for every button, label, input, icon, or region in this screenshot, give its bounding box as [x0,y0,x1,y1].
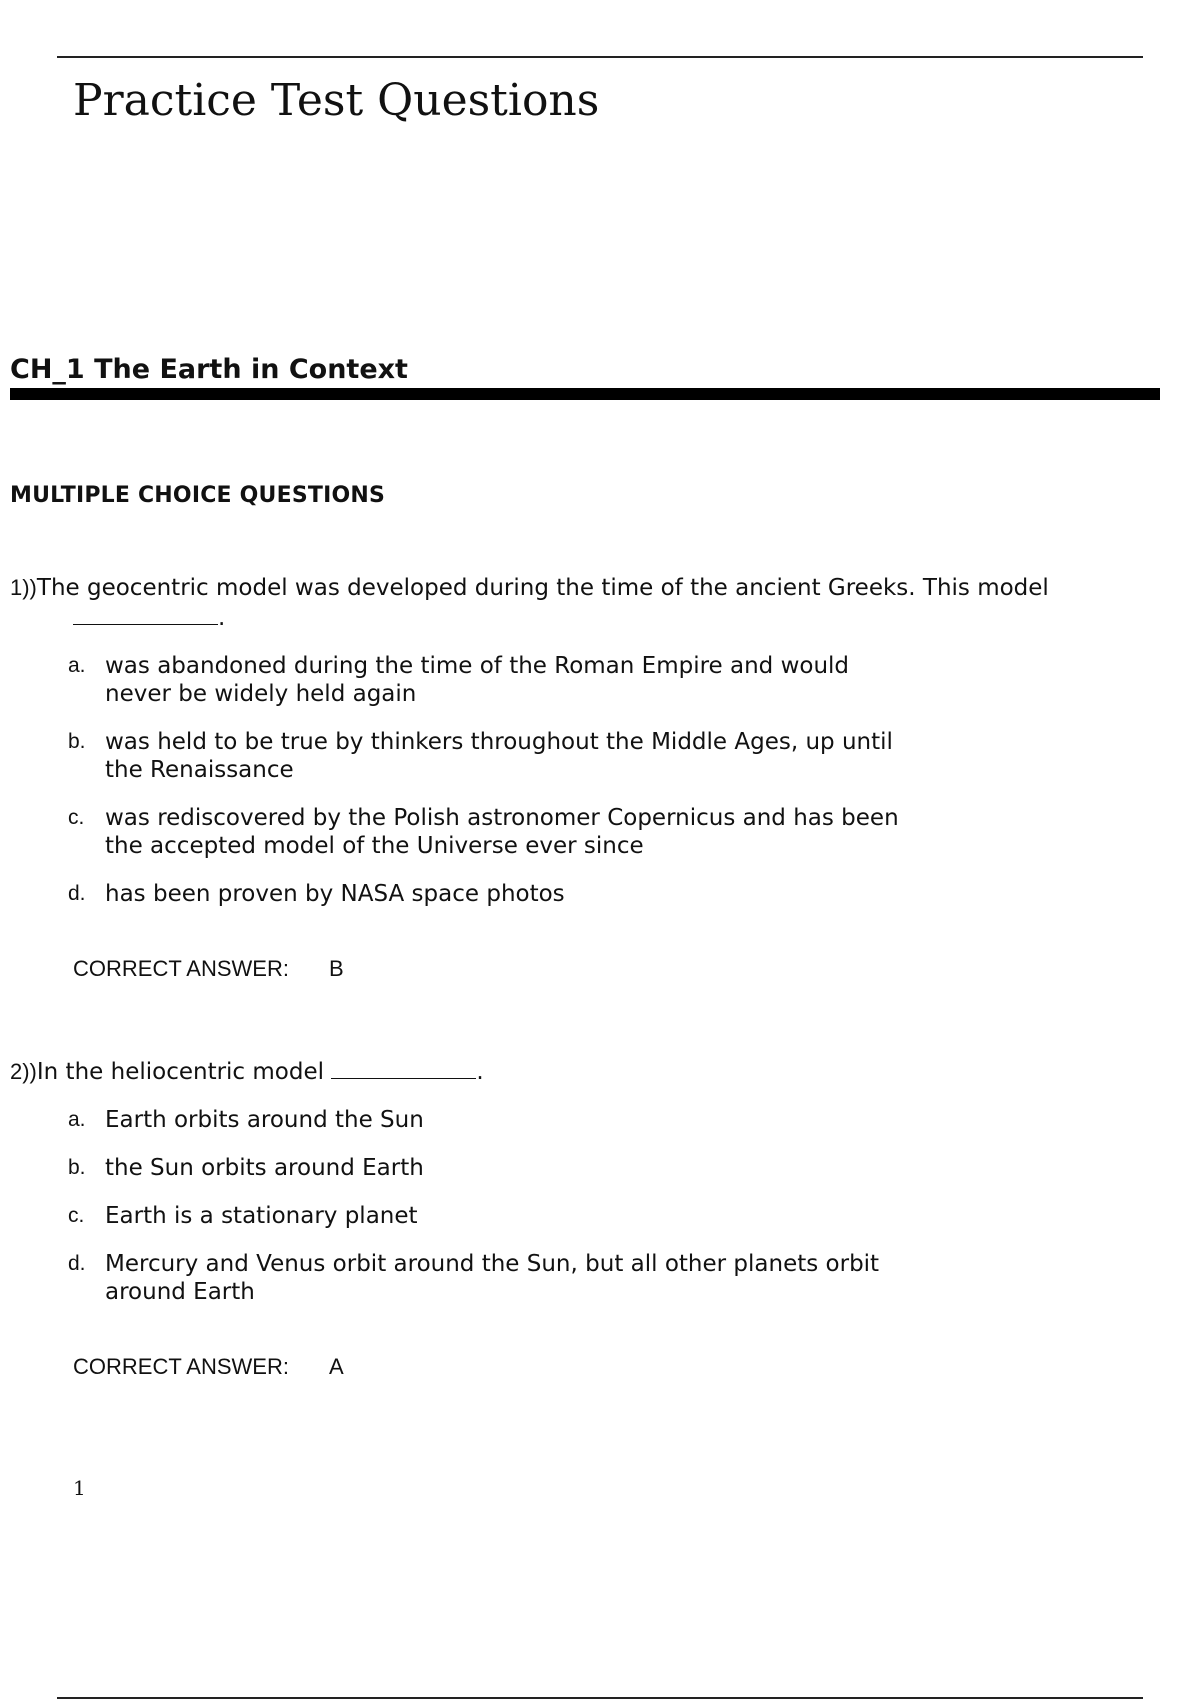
correct-answer-label: CORRECT ANSWER: [73,956,289,981]
option-letter: b. [68,730,86,753]
correct-answer [10,954,1160,984]
page-title: Practice Test Questions [73,75,600,126]
question-blank-line [10,604,1160,631]
correct-answer [10,1352,1160,1382]
option-letter: a. [68,654,86,677]
option-text: Mercury and Venus orbit around the Sun, but all other planets orbit around Earth [105,1251,880,1305]
question-2 [10,1056,1160,1382]
footer-rule [57,1697,1143,1699]
section-heading: MULTIPLE CHOICE QUESTIONS [10,483,386,508]
option-letter: b. [68,1156,86,1179]
question-number: 2)) [10,1059,37,1084]
question-stem-end: . [476,1059,484,1085]
header-rule [57,56,1143,58]
option-text: was rediscovered by the Polish astronomer Copernicus and has been the accepted model of the Universe ever since [105,805,899,859]
option-text: was held to be true by thinkers throughout the Middle Ages, up until the Renaissance [105,729,893,783]
option-a [10,652,905,708]
option-letter: a. [68,1108,86,1131]
option-c [10,804,905,860]
question-stem-end: . [218,605,226,631]
option-text: has been proven by NASA space photos [105,881,565,907]
option-text: Earth is a stationary planet [105,1203,418,1229]
option-c [10,1202,905,1230]
option-d [10,880,905,908]
question-text: In the heliocentric model [36,1059,325,1085]
correct-answer-value: A [328,1354,344,1379]
option-d [10,1250,905,1306]
question-1 [10,572,1160,984]
question-number: 1)) [10,575,37,600]
option-text: Earth orbits around the Sun [105,1107,424,1133]
answer-blank [73,604,218,625]
question-stem [10,572,1160,604]
option-text: the Sun orbits around Earth [105,1155,424,1181]
option-list [10,652,1160,908]
question-text: The geocentric model was developed during the time of the ancient Greeks. This model [36,575,1049,601]
option-b [10,1154,905,1182]
option-a [10,1106,905,1134]
page-number: 1 [73,1476,86,1500]
option-text: was abandoned during the time of the Roman Empire and would never be widely held again [105,653,850,707]
correct-answer-label: CORRECT ANSWER: [73,1354,289,1379]
question-stem [10,1056,1160,1088]
chapter-rule [10,388,1160,400]
option-letter: c. [68,1204,85,1227]
option-list [10,1106,1160,1306]
option-letter: d. [68,882,86,905]
answer-blank [331,1058,476,1079]
option-letter: d. [68,1252,86,1275]
option-b [10,728,905,784]
chapter-title: CH_1 The Earth in Context [10,354,408,385]
correct-answer-value: B [328,956,344,981]
option-letter: c. [68,806,85,829]
